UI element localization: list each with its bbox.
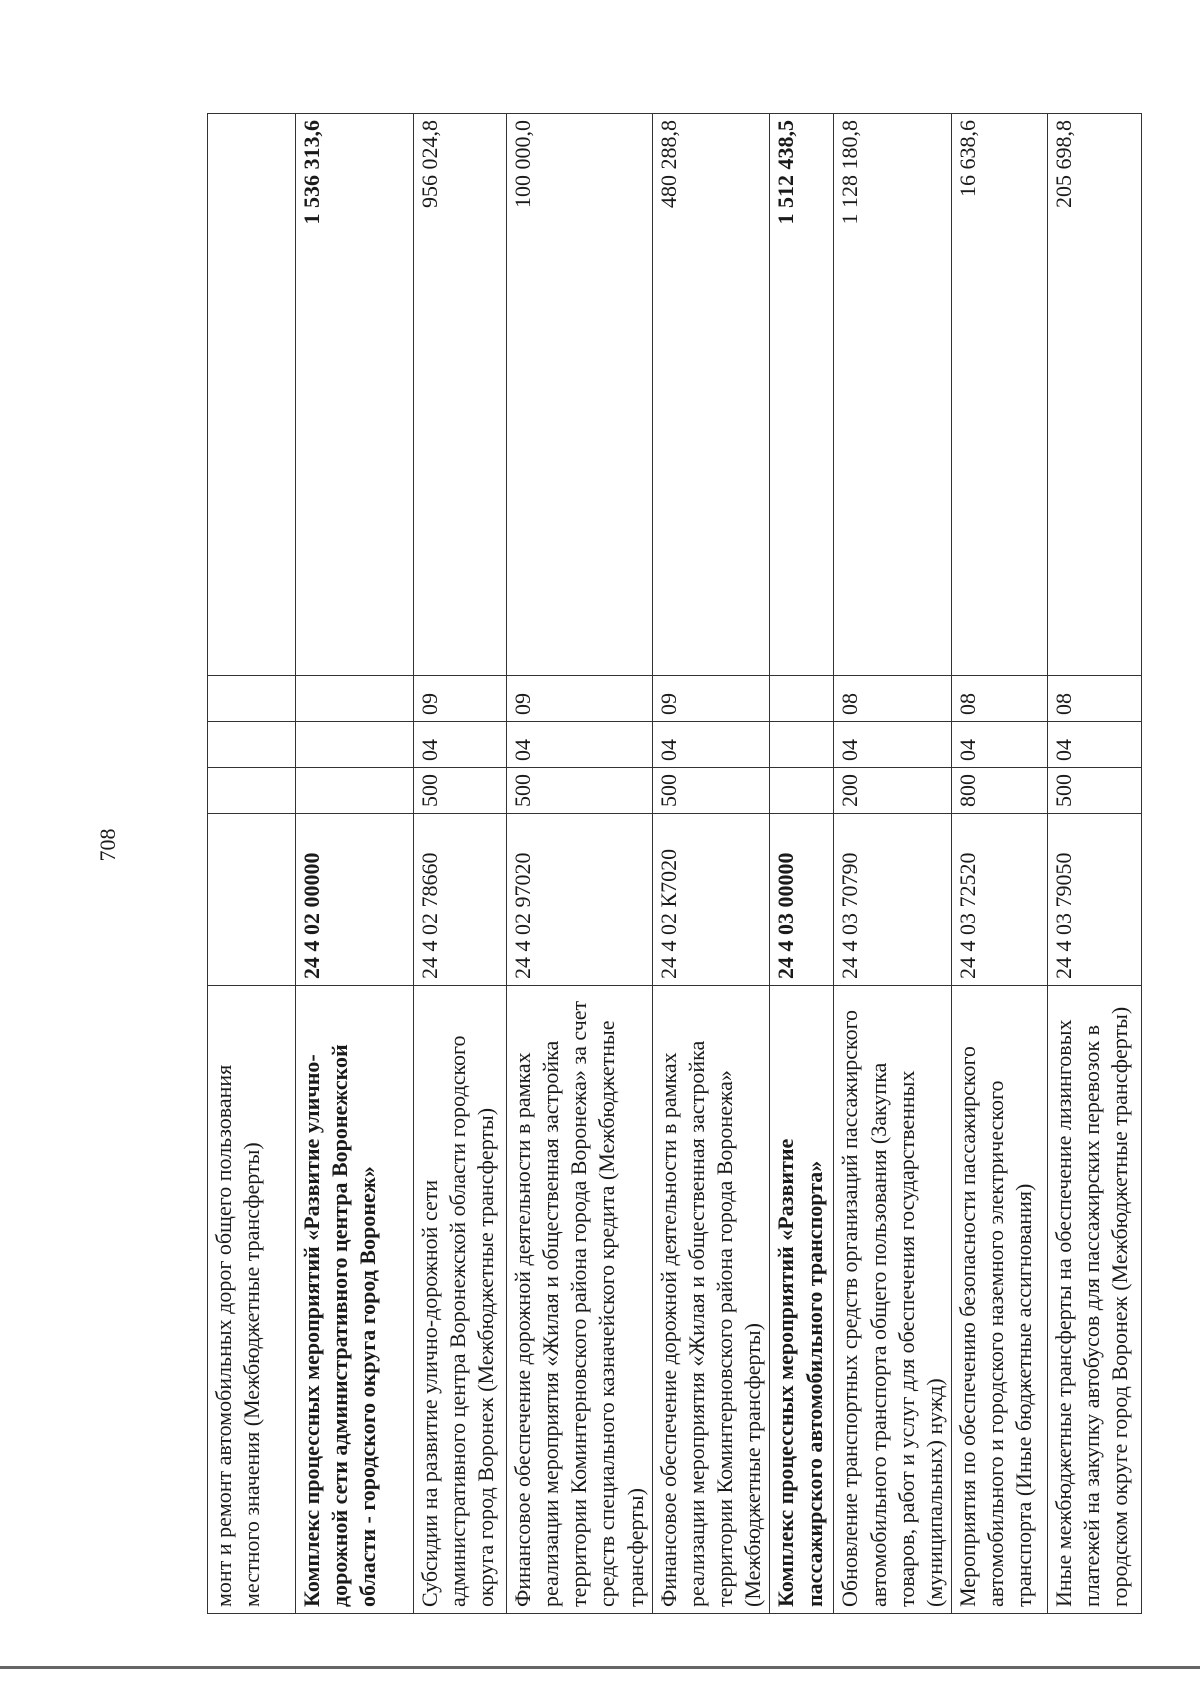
row-rz: 04 [507,722,653,768]
row-name: монт и ремонт автомобильных дорог общего пользования местного значения (Межбюджетные трансферты) [208,986,296,1614]
row-rz: 04 [652,722,770,768]
row-vr: 500 [507,768,653,814]
row-pr: 09 [414,676,507,722]
row-sum: 956 024,8 [414,114,507,676]
row-name: Обновление транспортных средств организаций пассажирского автомобильного транспорта общего пользования (Закупка товаров, работ и услуг для обеспечения государственных (муниципальных) нужд) [834,986,952,1614]
budget-table-container [207,114,1133,1614]
table-row [952,114,1048,1614]
row-name: Финансовое обеспечение дорожной деятельности в рамках реализации мероприятия «Жилая и общественная застройка территории Коминтерновского района города Воронежа» за счет средств специального казначейского кредита (Межбюджетные трансферты) [507,986,653,1614]
row-vr [208,768,296,814]
table-row [770,114,834,1614]
row-pr: 08 [952,676,1048,722]
table-body [208,114,1142,1614]
row-vr: 500 [414,768,507,814]
row-sum: 205 698,8 [1048,114,1142,676]
row-rz: 04 [414,722,507,768]
table-row [208,114,296,1614]
row-sum: 1 512 438,5 [770,114,834,676]
row-code [208,814,296,986]
row-vr: 800 [952,768,1048,814]
row-code: 24 4 03 72520 [952,814,1048,986]
table-row [834,114,952,1614]
row-pr: 08 [834,676,952,722]
row-code: 24 4 02 78660 [414,814,507,986]
row-pr: 08 [1048,676,1142,722]
row-code: 24 4 02 97020 [507,814,653,986]
page-bottom-rule [0,1666,1200,1669]
row-vr: 500 [652,768,770,814]
row-vr: 200 [834,768,952,814]
row-pr [296,676,414,722]
row-code: 24 4 03 00000 [770,814,834,986]
row-pr [208,676,296,722]
row-sum: 1 128 180,8 [834,114,952,676]
row-pr [770,676,834,722]
table-row [652,114,770,1614]
row-vr [770,768,834,814]
row-rz: 04 [834,722,952,768]
row-code: 24 4 03 79050 [1048,814,1142,986]
row-name: Иные межбюджетные трансферты на обеспечение лизинговых платежей на закупку автобусов для пассажирских перевозок в городском округе город Воронеж (Межбюджетные трансферты) [1048,986,1142,1614]
row-rz: 04 [952,722,1048,768]
row-sum: 1 536 313,6 [296,114,414,676]
row-vr [296,768,414,814]
row-name: Комплекс процессных мероприятий «Развитие улично-дорожной сети административного центра Воронежской области - городского округа город Воронеж» [296,986,414,1614]
row-sum [208,114,296,676]
row-code: 24 4 02 00000 [296,814,414,986]
row-sum: 16 638,6 [952,114,1048,676]
page-number: 708 [95,828,120,862]
row-pr: 09 [652,676,770,722]
row-vr: 500 [1048,768,1142,814]
row-rz [770,722,834,768]
table-row [296,114,414,1614]
row-code: 24 4 03 70790 [834,814,952,986]
table-row [414,114,507,1614]
row-rz: 04 [1048,722,1142,768]
row-sum: 100 000,0 [507,114,653,676]
row-sum: 480 288,8 [652,114,770,676]
row-name: Комплекс процессных мероприятий «Развитие пассажирского автомобильного транспорта» [770,986,834,1614]
row-code: 24 4 02 К7020 [652,814,770,986]
row-name: Мероприятия по обеспечению безопасности пассажирского автомобильного и городского наземного электрического транспорта (Иные бюджетные ассигнования) [952,986,1048,1614]
table-row [507,114,653,1614]
table-row [1048,114,1142,1614]
row-rz [296,722,414,768]
row-name: Финансовое обеспечение дорожной деятельности в рамках реализации мероприятия «Жилая и общественная застройка территории Коминтерновского района города Воронежа» (Межбюджетные трансферты) [652,986,770,1614]
budget-table [207,113,1142,1614]
row-rz [208,722,296,768]
row-pr: 09 [507,676,653,722]
row-name: Субсидии на развитие улично-дорожной сети административного центра Воронежской области городского округа город Воронеж (Межбюджетные трансферты) [414,986,507,1614]
